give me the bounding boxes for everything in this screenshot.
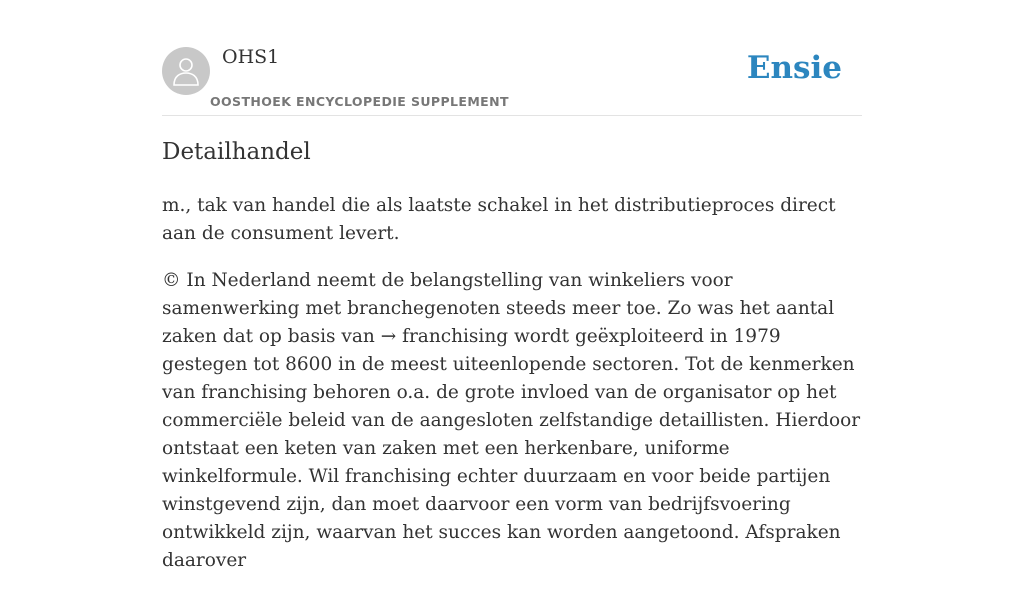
article-paragraph-definition: m., tak van handel die als laatste schakel in het distributieproces direct aan de consument levert. bbox=[162, 195, 836, 244]
page bbox=[162, 0, 862, 571]
author-name[interactable]: OHS1 bbox=[222, 46, 280, 68]
article-title: Detailhandel bbox=[162, 139, 311, 165]
user-icon bbox=[172, 56, 200, 86]
brand-logo[interactable]: Ensie bbox=[746, 50, 842, 86]
article-paragraph-main: © In Nederland neemt de belangstelling van winkeliers voor samenwerking met branchegenoten steeds meer toe. Zo was het aantal zaken dat op basis van → franchising wordt geëxploiteerd in 1979 gestegen tot 8600 in de meest uiteenlopende sectoren. Tot de kenmerken van franchising behoren o.a. de grote invloed van de organisator op het commerciële beleid van de aangesloten zelfstandige detaillisten. Hierdoor ontstaat een keten van zaken met een herkenbare, uniforme winkelformule. Wil franchising echter duurzaam en voor beide partijen winstgevend zijn, dan moet daarvoor een vorm van bedrijfsvoering ontwikkeld zijn, waarvan het succes kan worden aangetoond. Afspraken daarover bbox=[162, 270, 861, 571]
source-label[interactable]: OOSTHOEK ENCYCLOPEDIE SUPPLEMENT bbox=[210, 94, 509, 109]
avatar[interactable] bbox=[162, 47, 210, 95]
article-body bbox=[162, 192, 862, 594]
header bbox=[162, 0, 862, 116]
